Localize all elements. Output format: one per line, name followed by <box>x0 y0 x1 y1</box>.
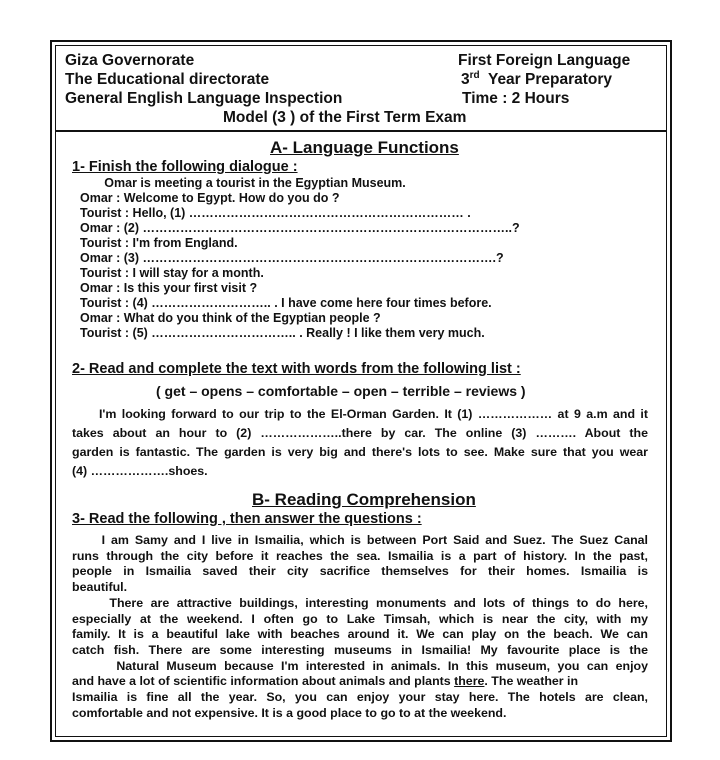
section-a-title: A- Language Functions <box>270 138 459 157</box>
passage-line-part: . The weather in <box>484 674 579 689</box>
grade: 3rd Year Preparatory <box>461 69 613 88</box>
dialogue-line: Tourist : Hello, (1) ………………………………………………………… . <box>80 206 471 220</box>
dialogue-line: Tourist : (4) ……………………….. . I have come here four times before. <box>80 296 492 310</box>
q2-text <box>72 405 648 481</box>
passage-line: There are attractive buildings, interesting monuments and lots of things to do here, <box>72 595 648 610</box>
underlined-word: there <box>454 674 485 689</box>
section-b-title: B- Reading Comprehension <box>252 490 476 509</box>
dialogue-line: Tourist : I will stay for a month. <box>80 266 264 280</box>
passage-line: comfortable and not expensive. It is a good place to go to at the weekend. <box>72 705 507 720</box>
time: Time : 2 Hours <box>462 90 570 107</box>
passage-line: people in Ismailia saved their city sacrifice themselves for their homes. Ismailia is <box>72 564 648 579</box>
passage-line: Natural Museum because I'm interested in animals. In this museum, you can enjoy <box>72 658 648 673</box>
passage-line: beautiful. <box>72 580 128 595</box>
dialogue-line: Omar is meeting a tourist in the Egyptian Museum. <box>80 176 406 190</box>
exam-header <box>56 46 666 132</box>
q1-heading: 1- Finish the following dialogue : <box>72 159 298 175</box>
dialogue-line: Omar : Is this your first visit ? <box>80 281 258 295</box>
passage-line: runs through the city before it reaches the sea. Ismailia is a part of history. In the past, <box>72 548 648 563</box>
inspection: General English Language Inspection <box>65 90 343 107</box>
q3-passage <box>72 533 648 721</box>
passage-line-with-underline <box>72 674 648 690</box>
exam-page <box>50 40 672 742</box>
dialogue-line: Omar : Welcome to Egypt. How do you do ? <box>80 191 340 205</box>
q2-heading: 2- Read and complete the text with words from the following list : <box>72 361 521 377</box>
passage-line: I am Samy and I live in Ismailia, which is between Port Said and Suez. The Suez Canal <box>72 533 648 547</box>
passage-line: Ismailia is fine all the year. So, you can enjoy your stay here. The hotels are clean, <box>72 690 648 705</box>
exam-page-inner-border <box>55 45 667 737</box>
governorate: Giza Governorate <box>65 52 195 69</box>
word-list: ( get – opens – comfortable – open – terrible – reviews ) <box>156 383 526 399</box>
q2-text-line: garden is fantastic. The garden is very big and there's lots to see. Make sure that you wear <box>72 445 648 459</box>
q2-text-line: takes about an hour to (2) ………………..there by car. The online (3) ………. About the <box>72 426 648 440</box>
q2-text-line: (4) ……………….shoes. <box>72 464 208 478</box>
dialogue-line: Omar : (3) ………………………………………………………………………….? <box>80 251 504 265</box>
q3-heading: 3- Read the following , then answer the questions : <box>72 511 422 527</box>
subject: First Foreign Language <box>458 52 631 69</box>
passage-line-part: and have a lot of scientific information about animals and plants <box>72 674 455 689</box>
dialogue-line: Tourist : I'm from England. <box>80 236 238 250</box>
dialogue-line: Tourist : (5) …………………………….. . Really ! I like them very much. <box>80 326 485 340</box>
passage-line: family. It is a beautiful lake with beaches around it. We can play on the beach. We can <box>72 627 648 642</box>
model-title: Model (3 ) of the First Term Exam <box>223 109 467 126</box>
dialogue-line: Omar : (2) ……………………………………………………………………………..? <box>80 221 520 235</box>
dialogue-line: Omar : What do you think of the Egyptian people ? <box>80 311 381 325</box>
passage-line: catch fish. There are some interesting museums in Ismailia! My favourite place is the <box>72 642 648 657</box>
passage-line: especially at the weekend. I often go to Lake Timsah, which is near the city, with my <box>72 611 648 626</box>
directorate: The Educational directorate <box>65 71 270 88</box>
q2-text-line: I'm looking forward to our trip to the El-Orman Garden. It (1) ……………… at 9 a.m and it <box>72 407 648 421</box>
